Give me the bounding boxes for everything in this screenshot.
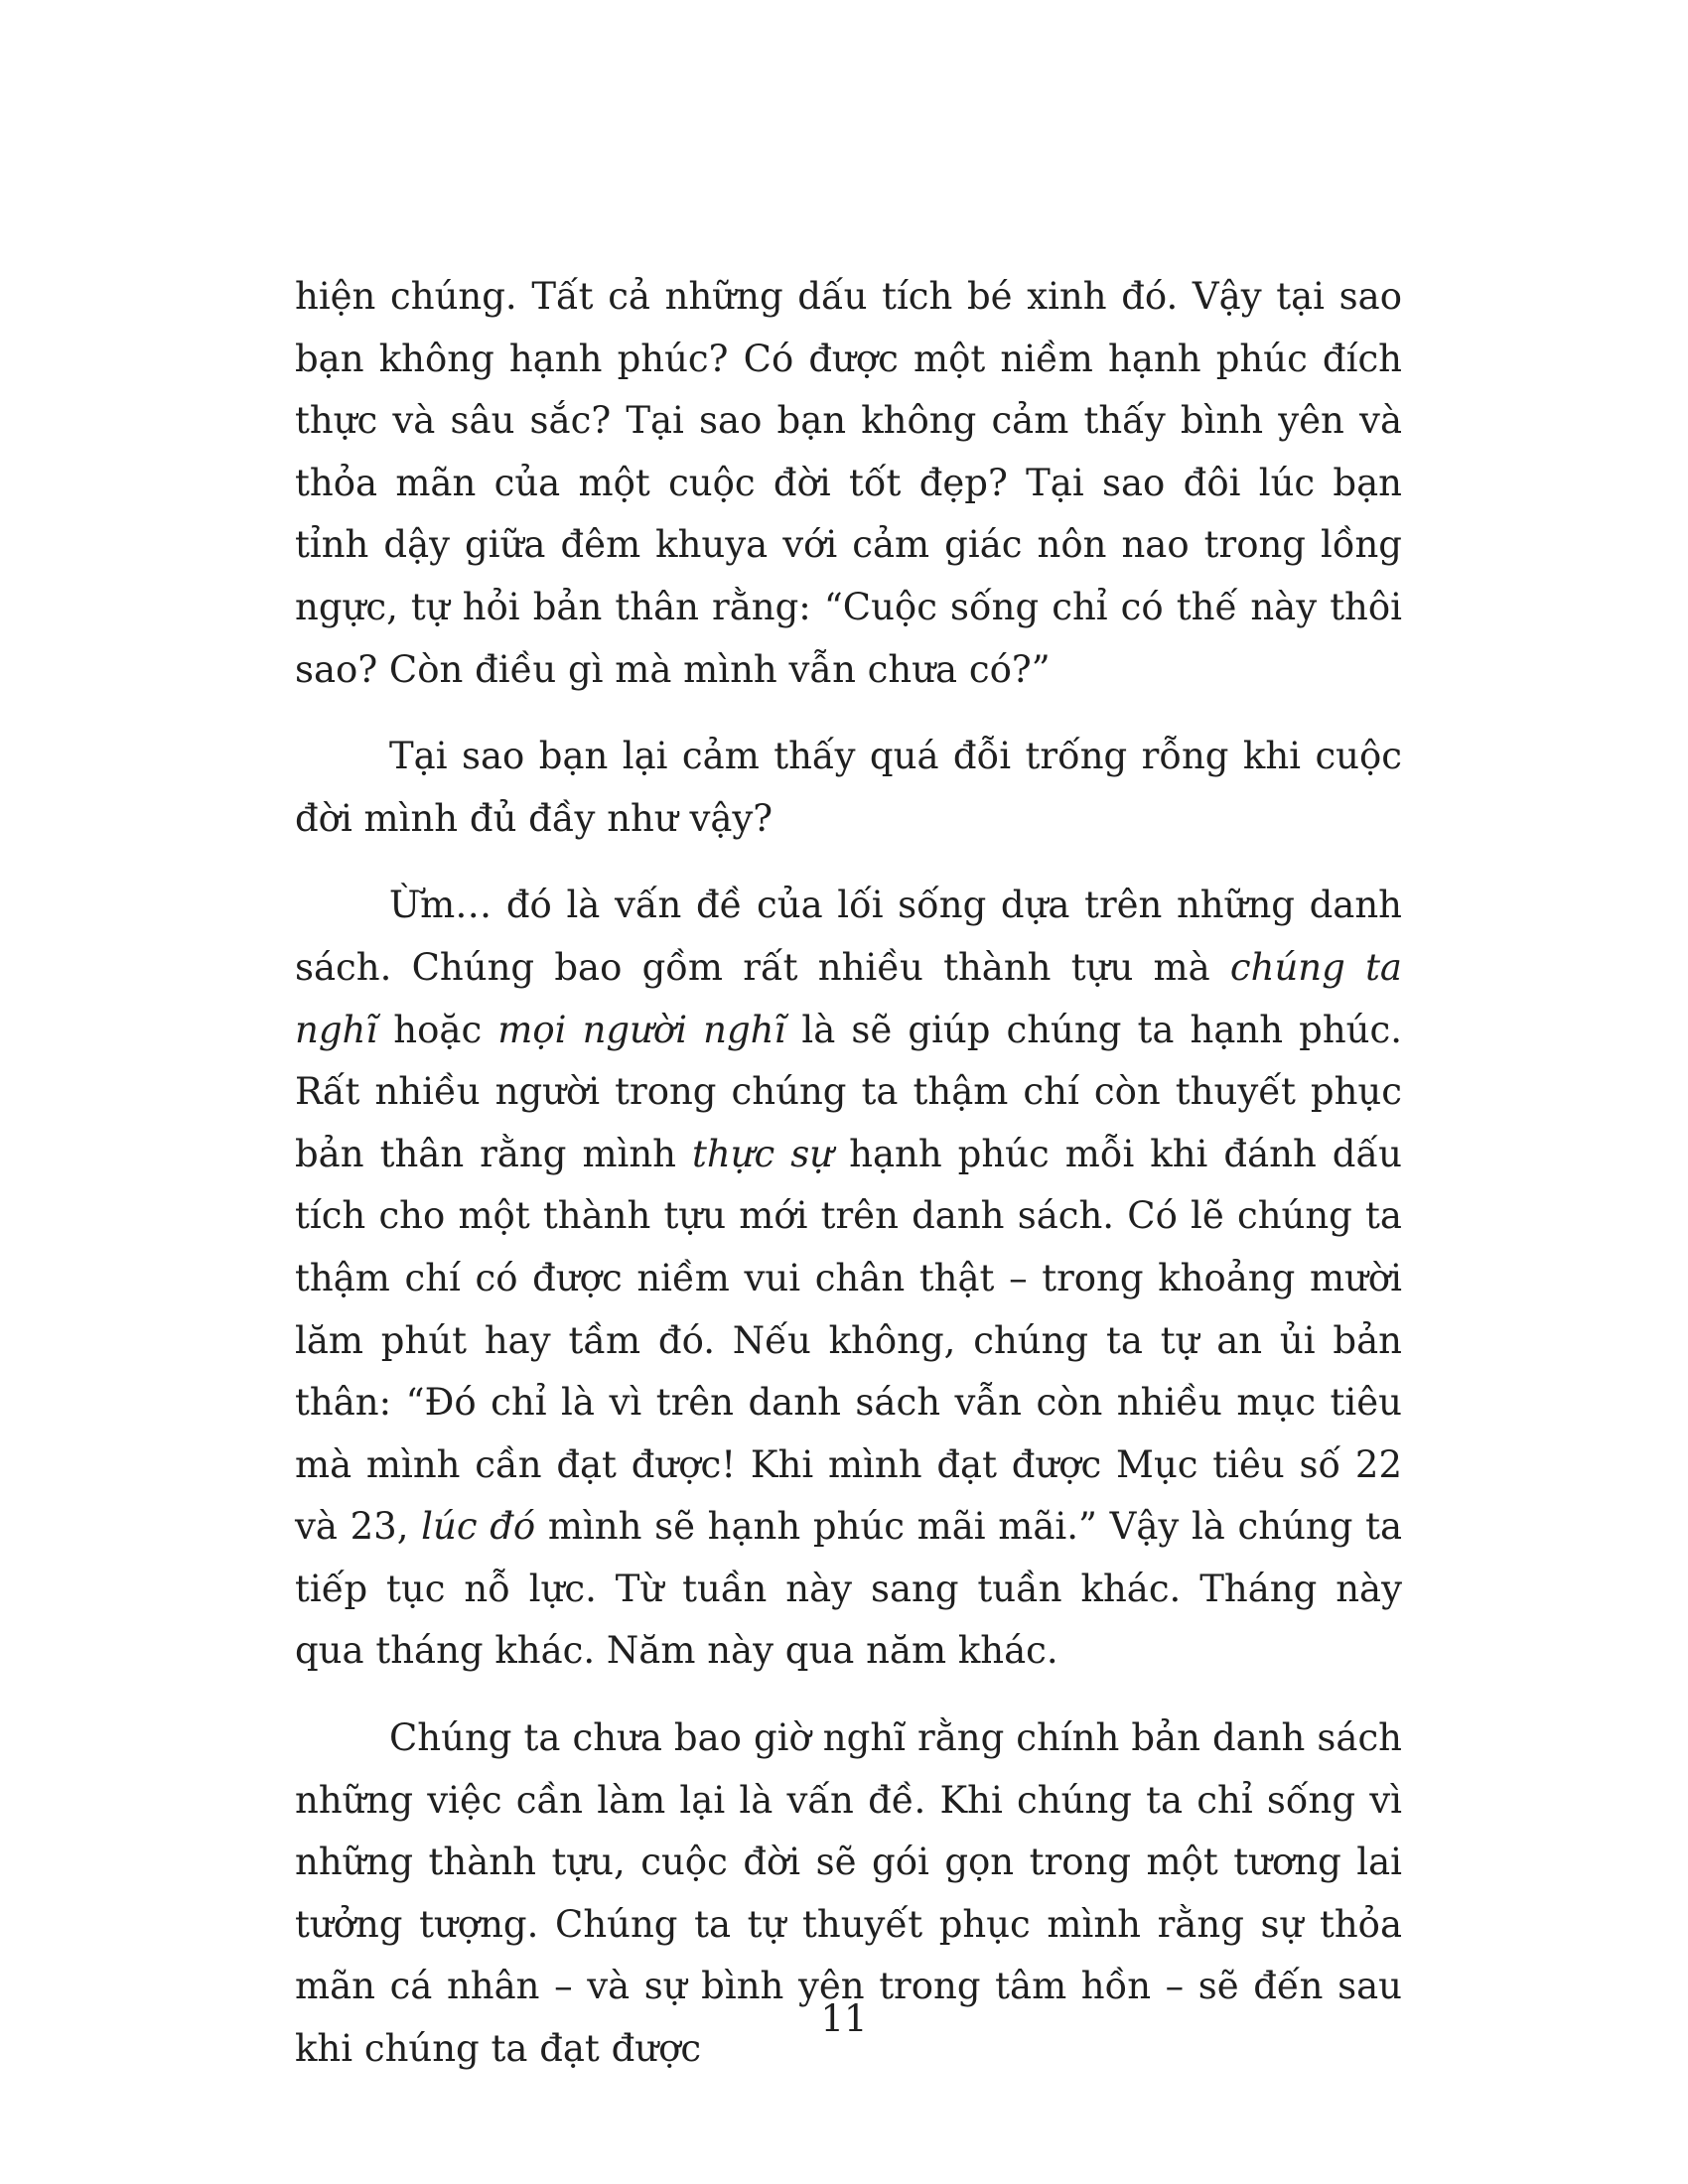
paragraph-1 [295, 266, 1402, 701]
page-body [295, 266, 1402, 2106]
page-number: 11 [820, 1997, 868, 2040]
paragraph-3-emphasis: mọi người nghĩ [497, 1008, 786, 1051]
paragraph-3-emphasis: thực sự [692, 1132, 834, 1175]
paragraph-3-text: là sẽ giúp chúng ta hạnh phúc. Rất nhiều người trong chúng ta thậm chí còn thuyết phục bản thân rằng mình [295, 1008, 1402, 1175]
paragraph-4-text: Chúng ta chưa bao giờ nghĩ rằng chính bản danh sách những việc cần làm lại là vấn đề. Khi chúng ta chỉ sống vì những thành tựu, cuộc đời sẽ gói gọn trong một tương lai tưởng tượng. Chúng ta tự thuyết phục mình rằng sự thỏa mãn cá nhân – và sự bình yên trong tâm hồn – sẽ đến sau khi chúng ta đạt được [295, 1716, 1402, 2071]
paragraph-3-text: hạnh phúc mỗi khi đánh dấu tích cho một thành tựu mới trên danh sách. Có lẽ chúng ta thậm chí có được niềm vui chân thật – trong khoảng mười lăm phút hay tầm đó. Nếu không, chúng ta tự an ủi bản thân: “Đó chỉ là vì trên danh sách vẫn còn nhiều mục tiêu mà mình cần đạt được! Khi mình đạt được Mục tiêu số 22 và 23, [295, 1132, 1402, 1549]
paragraph-2 [295, 726, 1402, 850]
paragraph-3-text: mình sẽ hạnh phúc mãi mãi.” Vậy là chúng ta tiếp tục nỗ lực. Từ tuần này sang tuần khác. Tháng này qua tháng khác. Năm này qua năm khác. [295, 1505, 1403, 1673]
paragraph-3-emphasis: chúng ta nghĩ [295, 945, 1402, 1051]
paragraph-3-emphasis: lúc đó [421, 1505, 536, 1549]
paragraph-3-text: Ừm… đó là vấn đề của lối sống dựa trên những danh sách. Chúng bao gồm rất nhiều thành tựu mà [295, 884, 1402, 989]
paragraph-3 [295, 875, 1402, 1683]
paragraph-3-text: hoặc [377, 1008, 498, 1051]
paragraph-2-text: Tại sao bạn lại cảm thấy quá đỗi trống rỗng khi cuộc đời mình đủ đầy như vậy? [295, 735, 1402, 840]
paragraph-1-text: hiện chúng. Tất cả những dấu tích bé xinh đó. Vậy tại sao bạn không hạnh phúc? Có được một niềm hạnh phúc đích thực và sâu sắc? Tại sao bạn không cảm thấy bình yên và thỏa mãn của một cuộc đời tốt đẹp? Tại sao đôi lúc bạn tỉnh dậy giữa đêm khuya với cảm giác nôn nao trong lồng ngực, tự hỏi bản thân rằng: “Cuộc sống chỉ có thế này thôi sao? Còn điều gì mà mình vẫn chưa có?” [295, 275, 1402, 691]
